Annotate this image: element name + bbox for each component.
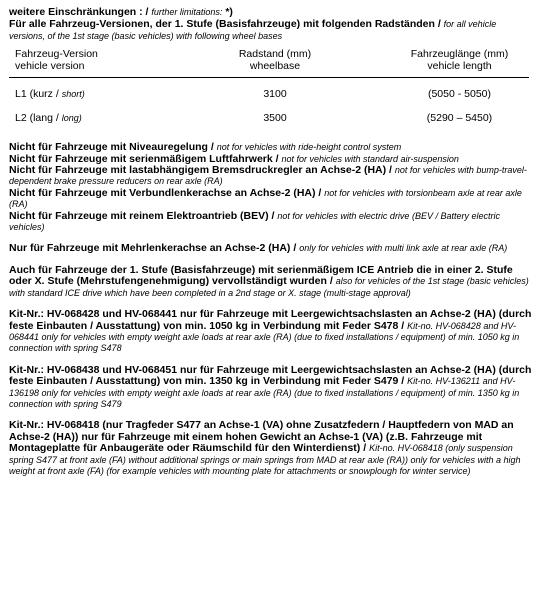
restriction-en: not for vehicles with ride-height control system — [216, 142, 402, 153]
col-header-length-de: Fahrzeuglänge (mm) — [410, 48, 509, 61]
restriction-de: Nicht für Fahrzeuge mit Niveauregelung / — [9, 141, 214, 154]
col-header-wheelbase — [200, 48, 350, 78]
wheelbase-table — [9, 48, 529, 128]
heading-de: weitere Einschränkungen : / — [9, 6, 149, 18]
multilink-en: only for vehicles with multi link axle at rear axle (RA) — [299, 243, 508, 254]
kit-en: Kit-no. HV-136211 and HV-136198 only for vehicles with empty weight axle loads at rear axle (RA) (due to fixed installations / equipment) of min. 1350 kg in connection with spring S479 — [9, 376, 520, 409]
col-header-length — [350, 48, 529, 78]
cell-version-en: short) — [61, 89, 85, 100]
multilink-note — [9, 243, 532, 254]
restriction-de: Nicht für Fahrzeuge mit lastabhängigem Bremsdruckregler an Achse-2 (HA) / — [9, 164, 392, 177]
restriction-de: Nicht für Fahrzeuge mit serienmäßigem Luftfahrwerk / — [9, 152, 279, 165]
restriction-de: Nicht für Fahrzeuge mit reinem Elektroantrieb (BEV) / — [9, 209, 275, 222]
restriction-en: not for vehicles with torsionbeam axle at rear axle (RA) — [9, 187, 522, 210]
cell-wheelbase: 3100 — [263, 88, 287, 101]
restriction-en: not for vehicles with standard air-suspension — [281, 153, 459, 164]
kit-en: Kit-no. HV-068428 and HV-068441 only for vehicles with empty weight axle loads at rear axle (RA) (due to fixed installations / equipment) of min. 1050 kg in connection with spring S478 — [9, 320, 520, 354]
kit-en: Kit-no. HV-068418 (only suspension spring S477 at front axle (FA) without additional springs or main springs from MAD at rear axle (RA)) only for vehicles with a high weight at front axle (FA) (for example vehicles with mounting plate for attachments or snowplough for winter service) — [9, 443, 521, 476]
col-header-version-de: Fahrzeug-Version — [15, 48, 98, 61]
col-header-wheelbase-de: Radstand (mm) — [238, 48, 312, 61]
table-header-row — [9, 48, 529, 78]
kit-de: Kit-Nr.: HV-068428 und HV-068441 nur für Fahrzeuge mit Leergewichtsachslasten an Achse-2 (HA) (durch feste Einbauten / Ausstattung) von min. 1050 kg in Verbindung mit Feder S478 / — [9, 308, 532, 332]
intro-de: Für alle Fahrzeug-Versionen, der 1. Stufe (Basisfahrzeuge) mit folgenden Radständen / — [9, 18, 441, 31]
table-row — [9, 78, 529, 113]
cell-version — [9, 78, 200, 113]
heading-mark: *) — [225, 6, 233, 18]
cell-version-en: long) — [61, 113, 82, 124]
kit-note — [9, 365, 532, 411]
ice-de: Auch für Fahrzeuge der 1. Stufe (Basisfahrzeuge) mit serienmäßigem ICE Antrieb die in einer 2. Stufe oder X. Stufe (Mehrstufengenehmigung) vervollständigt wurden / — [9, 263, 513, 288]
intro-en: for all vehicle versions, of the 1st stage (basic vehicles) with following wheel bases — [9, 19, 497, 41]
restriction-de: Nicht für Fahrzeuge mit Verbundlenkerachse an Achse-2 (HA) / — [9, 186, 322, 199]
cell-length: (5050 - 5050) — [427, 88, 492, 101]
cell-version — [9, 112, 200, 128]
cell-version-de: L1 (kurz / — [15, 88, 59, 101]
multilink-de: Nur für Fahrzeuge mit Mehrlenkerachse an Achse-2 (HA) / — [9, 242, 297, 255]
kit-de: Kit-Nr.: HV-068418 (nur Tragfeder S477 an Achse-1 (VA) ohne Zusatzfedern / Hauptfedern von MAD an Achse-2 (HA)) nur für Fahrzeuge mit einem hohen Gewicht an Achse-1 (VA) (z.B. Fahrzeuge mit Montageplatte für Anbaugeräte oder Räumschild für den Winterdienst) / — [9, 419, 514, 455]
cell-wheelbase: 3500 — [263, 112, 287, 125]
restriction-en: not for vehicles with bump-travel-dependent brake pressure reducers on rear axle (RA) — [9, 165, 527, 187]
restriction-item — [9, 188, 532, 211]
document — [9, 7, 532, 477]
col-header-version-en: vehicle version — [15, 60, 85, 73]
further-limitations-heading — [9, 7, 532, 18]
kit-de: Kit-Nr.: HV-068438 und HV-068451 nur für Fahrzeuge mit Leergewichtsachslasten an Achse-2 (HA) (durch feste Einbauten / Ausstattung) von min. 1350 kg in Verbindung mit Feder S479 / — [9, 363, 532, 388]
col-header-wheelbase-en: wheelbase — [249, 60, 301, 73]
col-header-version — [9, 48, 200, 78]
table-row — [9, 112, 529, 128]
ice-en: also for vehicles of the 1st stage (basic vehicles) with standard ICE drive which have been completed in a 2nd stage or X. stage (multi-stage approval) — [9, 276, 529, 298]
ice-note — [9, 265, 532, 299]
cell-version-de: L2 (lang / — [15, 112, 59, 125]
kit-note — [9, 420, 532, 477]
wheelbase-intro — [9, 19, 532, 42]
restriction-item — [9, 211, 532, 234]
restriction-en: not for vehicles with electric drive (BEV / Battery electric vehicles) — [9, 210, 500, 233]
restriction-item — [9, 165, 532, 188]
kit-note — [9, 309, 532, 355]
heading-en: further limitations: — [151, 7, 223, 17]
cell-length: (5290 – 5450) — [426, 112, 493, 125]
col-header-length-en: vehicle length — [427, 60, 492, 73]
